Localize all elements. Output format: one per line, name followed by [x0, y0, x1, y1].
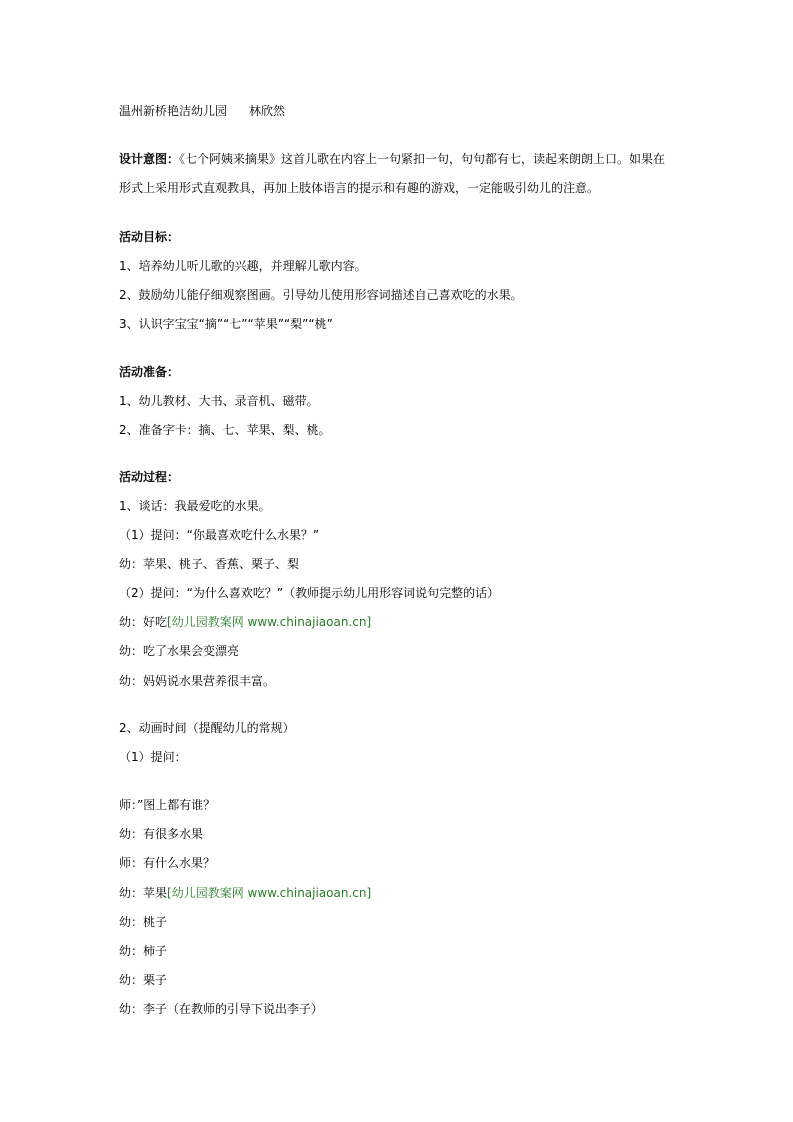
- step-1-answer-3: 幼：吃了水果会变漂亮: [119, 644, 240, 658]
- step-2-question-1: （1）提问：: [119, 750, 187, 764]
- dialogue-line: 幼：李子（在教师的引导下说出李子）: [119, 1002, 324, 1016]
- prep-item: 1、幼儿教材、大书、录音机、磁带。: [119, 394, 319, 408]
- intent-line-1: [119, 151, 665, 167]
- prep-item: 2、准备字卡：摘、七、苹果、梨、桃。: [119, 423, 331, 437]
- step-2-title: 2、动画时间（提醒幼儿的常规）: [119, 721, 295, 735]
- goal-item: 1、培养幼儿听儿歌的兴趣，并理解儿歌内容。: [119, 259, 367, 273]
- dialogue-line: 师：”图上都有谁？: [119, 798, 216, 812]
- dialogue-line: 幼：桃子: [119, 915, 168, 929]
- step-1-answer-4: 幼：妈妈说水果营养很丰富。: [119, 674, 276, 688]
- dialogue-line: 幼：有很多水果: [119, 827, 204, 841]
- step-1-title: 1、谈话：我最爱吃的水果。: [119, 499, 271, 513]
- intent-line-2: 形式上采用形式直观教具，再加上肢体语言的提示和有趣的游戏，一定能吸引幼儿的注意。: [119, 181, 600, 195]
- intent-label: 设计意图：: [119, 152, 180, 166]
- answer-text: 幼：好吃: [119, 615, 168, 629]
- dialogue-line: 师：有什么水果？: [119, 856, 216, 870]
- step-1-answer-2: [119, 614, 371, 630]
- goal-item: 3、认识字宝宝“摘”“七”“苹果”“梨”“桃”: [119, 317, 333, 331]
- prep-heading: 活动准备：: [119, 365, 180, 379]
- process-heading: 活动过程：: [119, 470, 180, 484]
- dialogue-line: 幼：柿子: [119, 944, 168, 958]
- kindergarten-name: 温州新桥艳洁幼儿园: [119, 104, 228, 118]
- dialogue-line: 幼：栗子: [119, 973, 168, 987]
- step-1-answer-1: 幼：苹果、桃子、香蕉、栗子、梨: [119, 557, 300, 571]
- dialogue-line: [119, 885, 371, 901]
- step-1-question-2: （2）提问：“为什么喜欢吃？”（教师提示幼儿用形容词说句完整的话）: [119, 586, 500, 600]
- header-line: [119, 103, 285, 119]
- answer-text: 幼：苹果: [119, 886, 168, 900]
- goals-heading: 活动目标：: [119, 230, 180, 244]
- step-1-question-1: （1）提问：“你最喜欢吃什么水果？”: [119, 528, 320, 542]
- source-link[interactable]: [幼儿园教案网 www.chinajiaoan.cn]: [167, 615, 372, 629]
- source-link[interactable]: [幼儿园教案网 www.chinajiaoan.cn]: [167, 886, 372, 900]
- intent-text-1: 《七个阿姨来摘果》这首儿歌在内容上一句紧扣一句，句句都有七，读起来朗朗上口。如果在: [179, 152, 666, 166]
- author-name: 林欣然: [249, 104, 286, 118]
- goal-item: 2、鼓励幼儿能仔细观察图画。引导幼儿使用形容词描述自己喜欢吃的水果。: [119, 288, 523, 302]
